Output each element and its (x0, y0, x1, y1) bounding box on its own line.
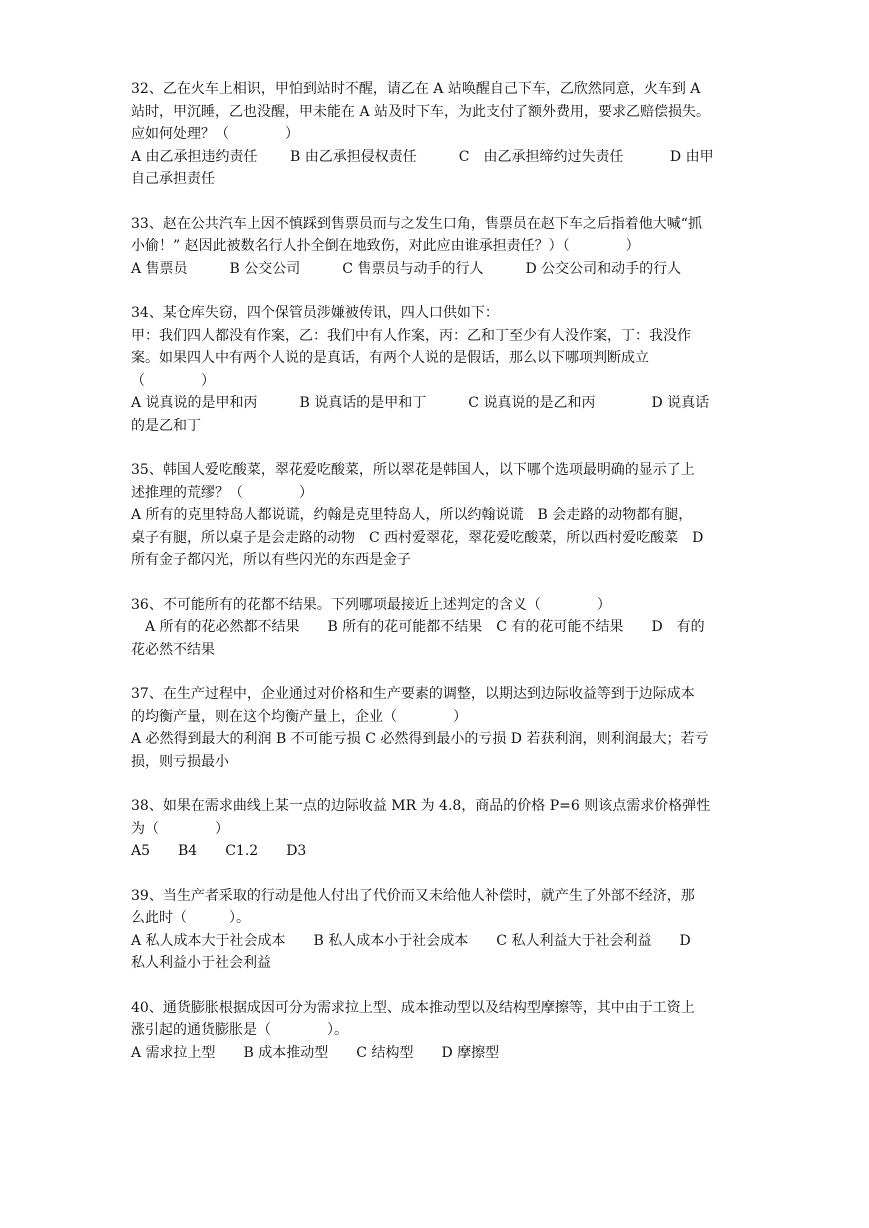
answer-options-line: A 由乙承担违约责任 B 由乙承担侵权责任 C 由乙承担缔约过失责任 D 由甲 (131, 148, 714, 165)
question-line: 33、赵在公共汽车上因不慎踩到售票员而与之发生口角，售票员在赵下车之后指着他大喊“抓 (131, 215, 702, 232)
question-line: 37、在生产过程中，企业通过对价格和生产要素的调整，以期达到边际收益等到于边际成本 (131, 686, 695, 702)
question-39 (131, 885, 741, 975)
question-line: 述推理的荒缪？（ ） (131, 484, 313, 501)
answer-options-line: A 需求拉上型 B 成本推动型 C 结构型 D 摩擦型 (131, 1044, 500, 1061)
question-line: 39、当生产者采取的行动是他人付出了代价而又未给他人补偿时，就产生了外部不经济，那 (131, 887, 695, 904)
question-36 (131, 594, 741, 662)
question-line: 甲：我们四人都没有作案，乙：我们中有人作案，丙：乙和丁至少有人没作案，丁：我没作 (131, 327, 691, 344)
question-line: （ ） (131, 372, 215, 389)
answer-options-line: 的是乙和丁 (131, 417, 201, 434)
question-37 (131, 683, 741, 773)
answer-options-line: 所有金子都闪光，所以有些闪光的东西是金子 (131, 552, 411, 568)
question-38 (131, 795, 741, 863)
answer-options-line: 私人利益小于社会利益 (131, 955, 271, 971)
question-line: 32、乙在火车上相识，甲怕到站时不醒，请乙在 A 站唤醒自己下车，乙欣然同意，火车到 A (131, 81, 701, 97)
question-line: 为（ ） (131, 820, 229, 837)
question-line: 40、通货膨胀根据成因可分为需求拉上型、成本推动型以及结构型摩擦等，其中由于工资上 (131, 999, 695, 1016)
answer-options-line: 损，则亏损最小 (131, 753, 229, 770)
question-line: 么此时（ ）。 (131, 910, 250, 926)
answer-options-line: 花必然不结果 (131, 641, 215, 658)
document-page (131, 78, 741, 1086)
question-line: 应如何处理？（ ） (131, 126, 299, 142)
question-33 (131, 213, 741, 281)
answer-options-line: A 私人成本大于社会成本 B 私人成本小于社会成本 C 私人利益大于社会利益 D (131, 932, 691, 949)
question-line: 35、韩国人爱吃酸菜，翠花爱吃酸菜，所以翠花是韩国人，以下哪个选项最明确的显示了上 (131, 462, 695, 478)
question-line: 涨引起的通货膨胀是（ ）。 (131, 1022, 348, 1038)
question-line: 的均衡产量，则在这个均衡产量上，企业（ ） (131, 708, 467, 725)
question-35 (131, 459, 741, 572)
answer-options-line: A 说真说的是甲和丙 B 说真话的是甲和丁 C 说真说的是乙和丙 D 说真话 (131, 395, 710, 411)
answer-options-line: 桌子有腿，所以桌子是会走路的动物 C 西村爱翠花，翠花爱吃酸菜，所以西村爱吃酸菜 D (131, 529, 704, 546)
question-line: 案。如果四人中有两个人说的是真话，有两个人说的是假话，那么以下哪项判断成立 (131, 350, 649, 366)
question-34 (131, 302, 741, 437)
question-32 (131, 78, 741, 191)
answer-options-line: A 必然得到最大的利润 B 不可能亏损 C 必然得到最小的亏损 D 若获利润，则利润最大；若亏 (131, 731, 709, 747)
answer-options-line: A 所有的克里特岛人都说谎，约翰是克里特岛人，所以约翰说谎 B 会走路的动物都有腿， (131, 507, 693, 523)
answer-options-line: A 所有的花必然都不结果 B 所有的花可能都不结果 C 有的花可能不结果 D 有的 (131, 619, 705, 635)
question-line: 34、某仓库失窃，四个保管员涉嫌被传讯，四人口供如下： (131, 305, 499, 321)
answer-options-line: 自己承担责任 (131, 171, 215, 187)
question-line: 36、不可能所有的花都不结果。下列哪项最接近上述判定的含义（ ） (131, 596, 611, 613)
answer-options-line: A5 B4 C1.2 D3 (131, 843, 307, 859)
answer-options-line: A 售票员 B 公交公司 C 售票员与动手的行人 D 公交公司和动手的行人 (131, 260, 682, 277)
question-line: 站时，甲沉睡，乙也没醒，甲未能在 A 站及时下车，为此支付了额外费用，要求乙赔偿损失。 (131, 103, 711, 120)
question-line: 38、如果在需求曲线上某一点的边际收益 MR 为 4.8，商品的价格 P=6 则该点需求价格弹性 (131, 798, 711, 814)
question-40 (131, 997, 741, 1065)
question-line: 小偷！” 赵因此被数名行人扑全倒在地致伤，对此应由谁承担责任？）（ ） (131, 238, 640, 254)
